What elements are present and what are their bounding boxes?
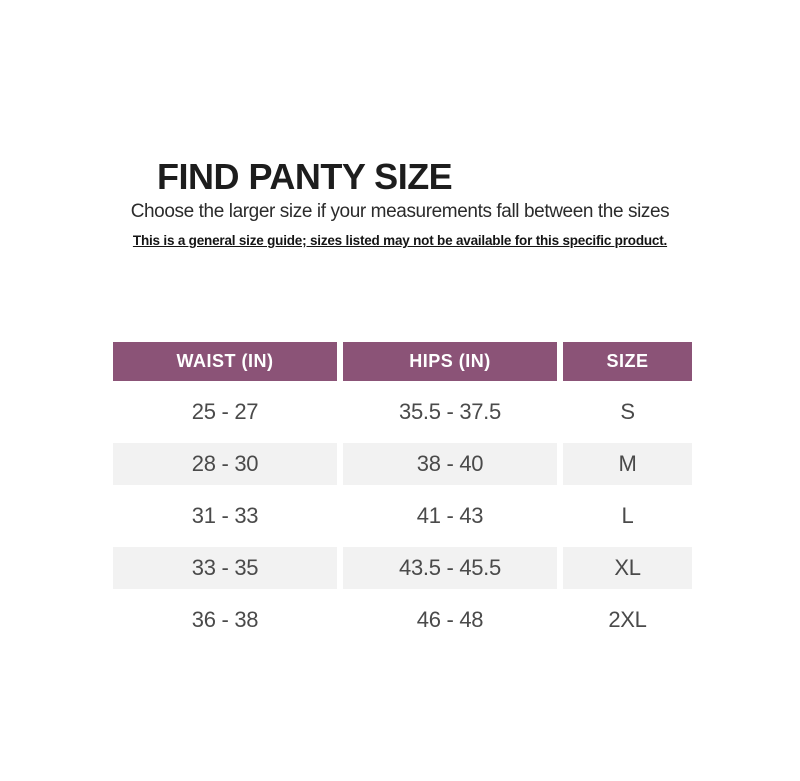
column-header-waist: WAIST (IN) bbox=[113, 342, 337, 381]
hips-cell: 38 - 40 bbox=[343, 443, 557, 485]
hips-cell: 43.5 - 45.5 bbox=[343, 547, 557, 589]
subtitle-text: Choose the larger size if your measurements fall between the sizes bbox=[130, 201, 670, 222]
waist-cell: 33 - 35 bbox=[113, 547, 337, 589]
waist-cell: 28 - 30 bbox=[113, 443, 337, 485]
waist-cell: 25 - 27 bbox=[191, 399, 259, 424]
disclaimer-text: This is a general size guide; sizes listed may not be available for this specific product. bbox=[132, 233, 668, 248]
size-cell: M bbox=[563, 443, 692, 485]
column-header-size: SIZE bbox=[563, 342, 692, 381]
size-cell: S bbox=[620, 399, 635, 424]
hips-cell: 46 - 48 bbox=[416, 607, 484, 632]
waist-cell: 36 - 38 bbox=[191, 607, 259, 632]
page-title: FIND PANTY SIZE bbox=[157, 156, 453, 197]
size-cell: XL bbox=[563, 547, 692, 589]
size-cell: 2XL bbox=[608, 607, 647, 632]
size-cell: L bbox=[621, 503, 634, 528]
column-header-hips: HIPS (IN) bbox=[343, 342, 557, 381]
waist-cell: 31 - 33 bbox=[191, 503, 259, 528]
hips-cell: 41 - 43 bbox=[416, 503, 484, 528]
size-table bbox=[113, 342, 692, 641]
hips-cell: 35.5 - 37.5 bbox=[399, 399, 501, 424]
